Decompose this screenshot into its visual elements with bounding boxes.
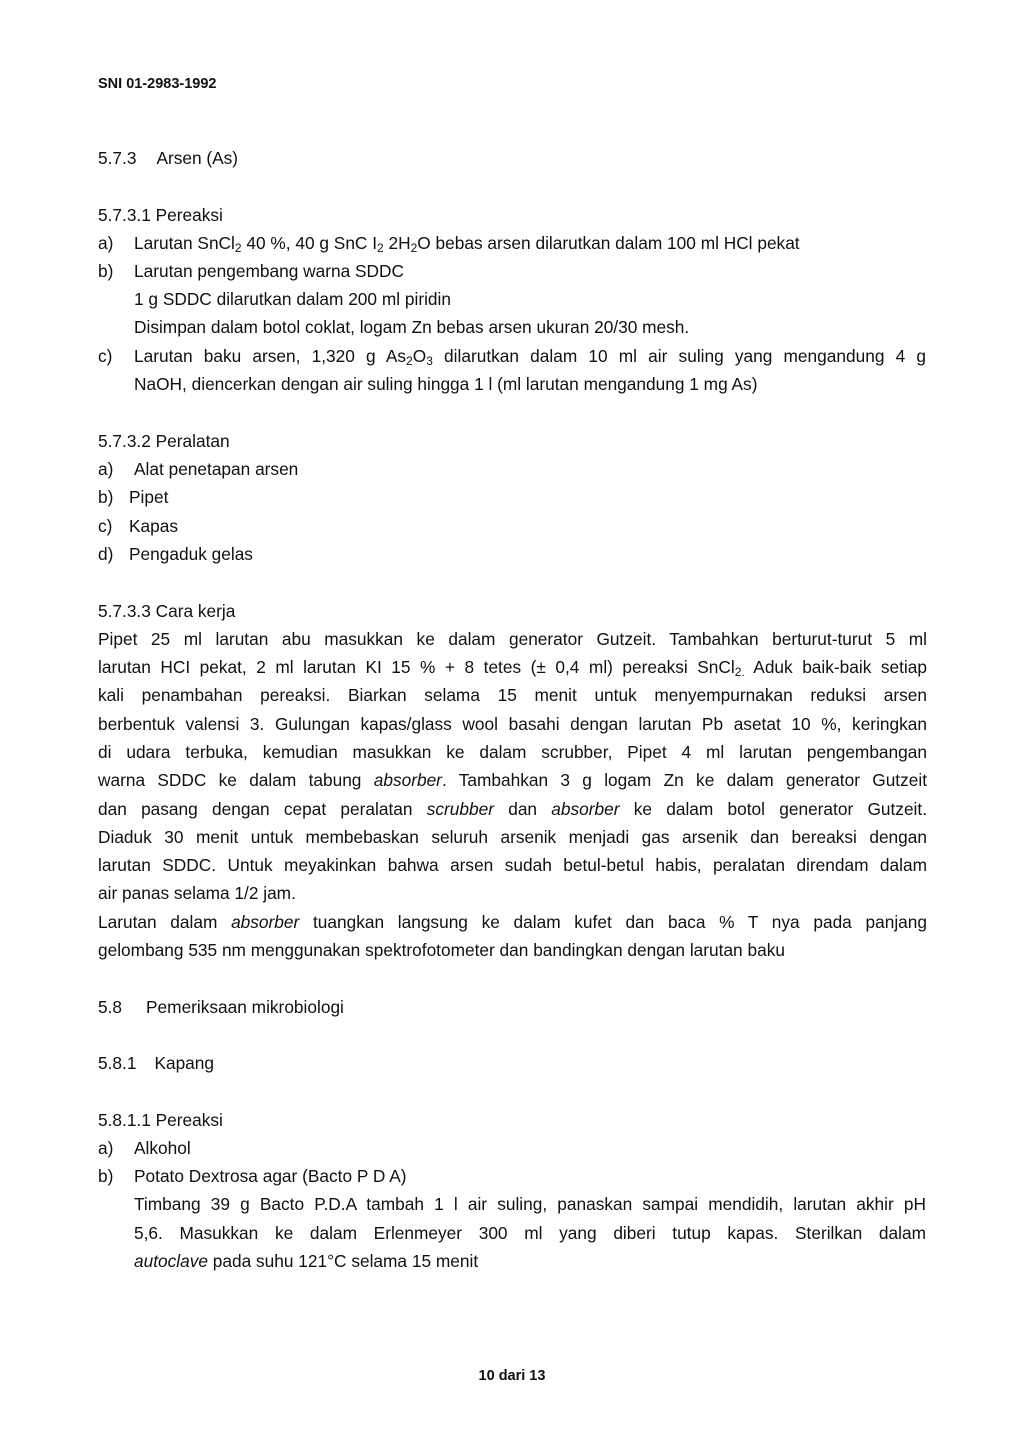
list-item-text: 5,6. Masukkan ke dalam Erlenmeyer 300 ml yang diberi tutup kapas. Sterilkan dalam <box>134 1223 926 1243</box>
paragraph-line: dan pasang dengan cepat peralatan scrubber dan absorber ke dalam botol generator Gutzeit. <box>98 799 927 819</box>
subsection-heading-peralatan: 5.7.3.2 Peralatan <box>98 431 230 451</box>
paragraph-line: berbentuk valensi 3. Gulungan kapas/glass wool basahi dengan larutan Pb asetat 10 %, keringkan <box>98 714 927 734</box>
section-title: Arsen (As) <box>156 148 239 168</box>
list-item-text: NaOH, diencerkan dengan air suling hingga 1 l (ml larutan mengandung 1 mg As) <box>134 374 758 394</box>
subsection-heading-cara-kerja: 5.7.3.3 Cara kerja <box>98 601 236 621</box>
list-item-text: 1 g SDDC dilarutkan dalam 200 ml piridin <box>134 289 451 309</box>
section-title: Kapang <box>154 1053 215 1073</box>
paragraph-line: Pipet 25 ml larutan abu masukkan ke dalam generator Gutzeit. Tambahkan berturut-turut 5 ml <box>98 629 927 649</box>
subsection-heading-pereaksi: 5.8.1.1 Pereaksi <box>98 1110 223 1130</box>
list-item-text: Timbang 39 g Bacto P.D.A tambah 1 l air suling, panaskan sampai mendidih, larutan akhir pH <box>134 1194 926 1214</box>
section-number: 5.8 <box>98 997 123 1017</box>
list-marker: b) <box>98 261 114 281</box>
section-title: Pemeriksaan mikrobiologi <box>146 997 344 1017</box>
list-item-text: Larutan baku arsen, 1,320 g $As_2O_3$ dilarutkan dalam 10 ml air suling yang mengandung 4 g <box>134 346 926 368</box>
list-item-text: Alkohol <box>134 1138 191 1158</box>
paragraph-line: larutan HCI pekat, 2 ml larutan KI 15 % + 8 tetes (± 0,4 ml) pereaksi SnCl$_{2.}$ Aduk baik-baik setiap <box>98 657 927 679</box>
document-code: SNI 01-2983-1992 <box>98 76 217 92</box>
paragraph-line: warna SDDC ke dalam tabung absorber. Tambahkan 3 g logam Zn ke dalam generator Gutzeit <box>98 770 928 790</box>
section-heading-arsen <box>98 148 238 168</box>
list-marker: b) <box>98 1166 114 1186</box>
section-number: 5.8.1 <box>98 1053 137 1073</box>
list-item-text: autoclave pada suhu 121°C selama 15 menit <box>134 1251 479 1271</box>
list-marker: c) <box>98 346 113 366</box>
list-marker: a) <box>98 233 114 253</box>
section-heading-kapang <box>98 1053 214 1073</box>
list-item-text: Alat penetapan arsen <box>134 459 299 479</box>
paragraph-line: air panas selama 1/2 jam. <box>98 883 296 903</box>
list-marker: a) <box>98 1138 114 1158</box>
list-item-text: Potato Dextrosa agar (Bacto P D A) <box>134 1166 407 1186</box>
paragraph-line: kali penambahan pereaksi. Biarkan selama 15 menit untuk menyempurnakan reduksi arsen <box>98 685 927 705</box>
section-heading-mikrobiologi <box>98 997 344 1017</box>
section-number: 5.7.3 <box>98 148 137 168</box>
paragraph-line: gelombang 535 nm menggunakan spektrofotometer dan bandingkan dengan larutan baku <box>98 940 785 960</box>
paragraph-line: Larutan dalam absorber tuangkan langsung ke dalam kufet dan baca % T nya pada panjang <box>98 912 927 932</box>
list-marker: b) <box>98 487 114 507</box>
list-item-text: Kapas <box>129 516 179 536</box>
paragraph-line: Diaduk 30 menit untuk membebaskan seluruh arsenik menjadi gas arsenik dan bereaksi dengan <box>98 827 927 847</box>
paragraph-line: di udara terbuka, kemudian masukkan ke dalam scrubber, Pipet 4 ml larutan pengembangan <box>98 742 927 762</box>
list-marker: c) <box>98 516 113 536</box>
paragraph-line: larutan SDDC. Untuk meyakinkan bahwa arsen sudah betul-betul habis, peralatan direndam dalam <box>98 855 927 875</box>
list-item-text: Larutan SnCl$_2$ 40 %, 40 g SnC $I_2$ $2H_2O$ bebas arsen dilarutkan dalam 100 ml HCl pekat <box>134 233 800 255</box>
page-number: 10 dari 13 <box>478 1368 546 1384</box>
list-item-text: Disimpan dalam botol coklat, logam Zn bebas arsen ukuran 20/30 mesh. <box>134 317 690 337</box>
list-marker: d) <box>98 544 114 564</box>
subsection-heading-pereaksi: 5.7.3.1 Pereaksi <box>98 205 223 225</box>
list-item-text: Larutan pengembang warna SDDC <box>134 261 404 281</box>
list-item-text: Pipet <box>129 487 169 507</box>
list-marker: a) <box>98 459 114 479</box>
list-item-text: Pengaduk gelas <box>129 544 253 564</box>
